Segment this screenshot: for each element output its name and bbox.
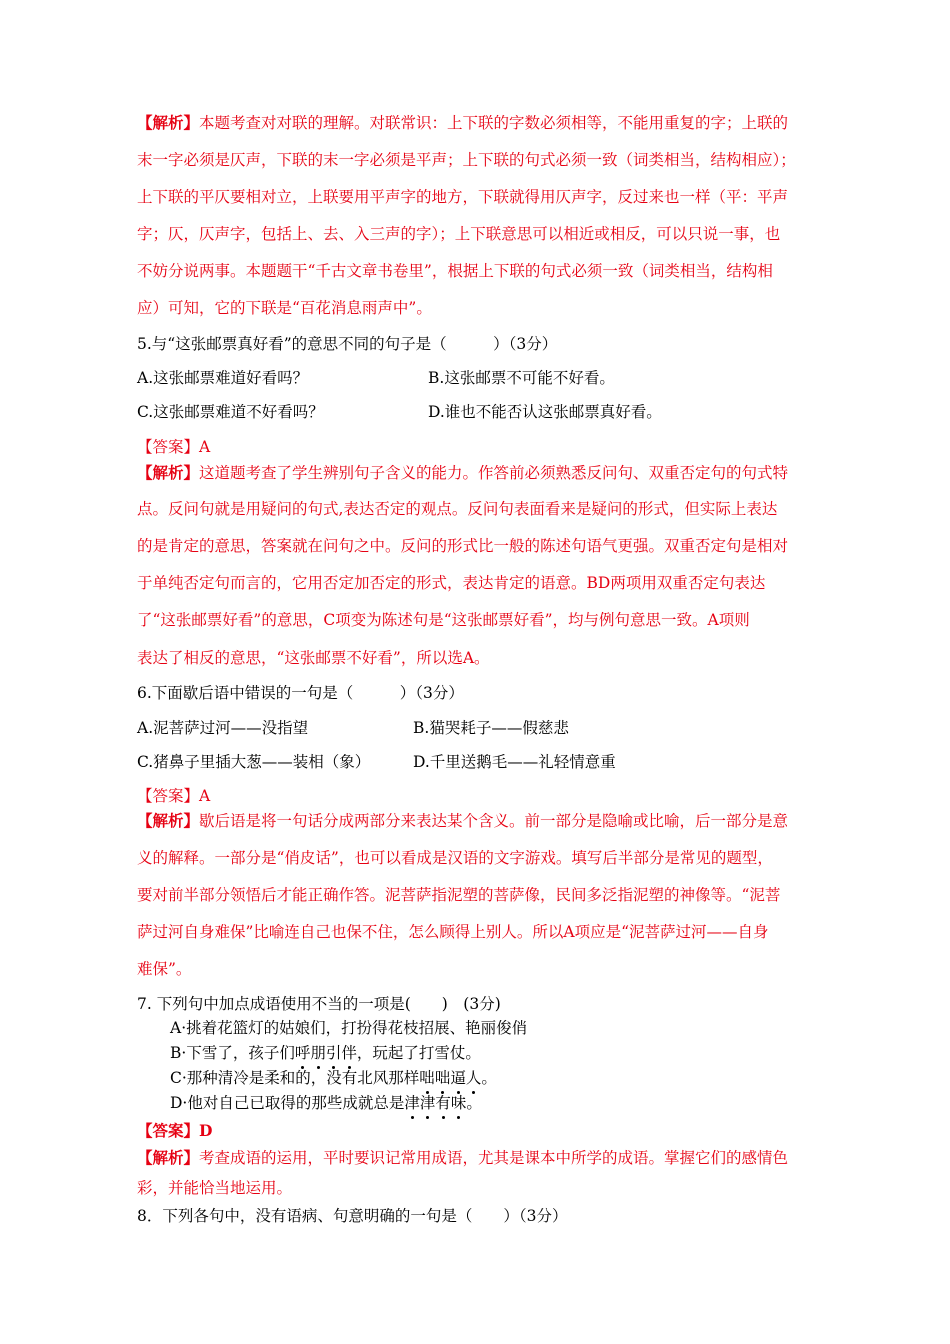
q7-option-a: A·挑着花篮灯的姑娘们，打扮得花枝招展、艳丽俊俏 — [170, 1019, 528, 1037]
emphasis-dot-char: 咄 — [419, 1069, 435, 1087]
q5-option-a: A.这张邮票难道好看吗？ — [137, 369, 309, 387]
q6-option-c: C.猪鼻子里插大葱——装相（象） — [137, 753, 371, 771]
q7-b-idiom — [295, 1044, 357, 1062]
q7-option-d: D·他对自己已取得的那些成就总是津津有味。 — [170, 1094, 482, 1112]
q5-analysis-line-1: 【解析】这道题考查了学生辨别句子含义的能力。作答前必须熟悉反问句、双重否定句的句式特 — [137, 463, 789, 482]
q5-analysis-line-6: 表达了相反的意思，“这张邮票不好看”，所以选A。 — [137, 649, 490, 667]
q6-answer: 【答案】A — [137, 787, 211, 805]
q6-analysis-line-4: 萨过河自身难保”比喻连自己也保不住，怎么顾得上别人。所以A项应是“泥菩萨过河——自身 — [137, 923, 769, 941]
q6-stem: 6.下面歇后语中错误的一句是（ ）（3分） — [137, 684, 464, 702]
q5-analysis-line-5: 了“这张邮票好看”的意思，C项变为陈述句是“这张邮票好看”，均与例句意思一致。A项则 — [137, 611, 750, 629]
q6-option-b: B.猫哭耗子——假慈悲 — [413, 719, 569, 737]
q6-analysis-line-1: 【解析】歇后语是将一句话分成两部分来表达某个含义。前一部分是隐喻或比喻，后一部分是意 — [137, 811, 789, 830]
q5-answer: 【答案】A — [137, 438, 211, 456]
emphasis-dot-char: 味 — [450, 1094, 467, 1112]
q7-c-idiom — [419, 1069, 481, 1087]
q4-analysis-line-2: 末一字必须是仄声，下联的末一字必须是平声；上下联的句式必须一致（词类相当，结构相应）； — [137, 151, 796, 169]
q5-analysis-line-4: 于单纯否定句而言的，它用否定加否定的形式，表达肯定的语意。BD两项用双重否定句表达 — [137, 574, 766, 592]
emphasis-dot-char: 有 — [435, 1094, 451, 1112]
emphasis-dot-char: 伴 — [341, 1044, 357, 1062]
q6-analysis-line-5: 难保”。 — [137, 960, 192, 978]
q7-a-idiom: 花枝招展 — [387, 1019, 450, 1037]
q5-stem: 5.与“这张邮票真好看”的意思不同的句子是（ ）（3分） — [137, 335, 558, 353]
emphasis-dot-char: 津 — [404, 1094, 420, 1112]
q5-analysis-tag: 【解析】 — [137, 463, 200, 482]
q7-analysis-line-1: 【解析】考查成语的运用，平时要识记常用成语，尤其是课本中所学的成语。掌握它们的感情色 — [137, 1148, 789, 1167]
q7-d-idiom — [404, 1094, 466, 1112]
q6-analysis-line-3: 要对前半部分领悟后才能正确作答。泥菩萨指泥塑的菩萨像，民间多泛指泥塑的神像等。“泥菩 — [137, 886, 781, 904]
q4-analysis-line-6: 应）可知，它的下联是“百花消息雨声中”。 — [137, 299, 432, 317]
emphasis-dot-char: 呼 — [294, 1044, 311, 1062]
q4-analysis-line-4: 字；仄，仄声字，包括上、去、入三声的字）；上下联意思可以相近或相反，可以只说一事，也 — [137, 225, 781, 243]
q6-analysis-line-2: 义的解释。一部分是“俏皮话”，也可以看成是汉语的文字游戏。填写后半部分是常见的题型， — [137, 849, 773, 867]
q4-analysis-line-1: 【解析】本题考查对对联的理解。对联常识：上下联的字数必须相等，不能用重复的字；上联的 — [137, 113, 789, 132]
q6-analysis-tag: 【解析】 — [137, 811, 200, 830]
emphasis-dot-char: 咄 — [434, 1069, 451, 1087]
q5-analysis-line-2: 点。反问句就是用疑问的句式,表达否定的观点。反问句表面看来是疑问的形式，但实际上表达 — [137, 500, 778, 518]
q7-answer: 【答案】D — [137, 1121, 213, 1140]
emphasis-dot-char: 逼 — [450, 1069, 466, 1087]
q7-option-b: B·下雪了，孩子们呼朋引伴，玩起了打雪仗。 — [170, 1044, 481, 1062]
q5-analysis-line-3: 的是肯定的意思，答案就在问句之中。反问的形式比一般的陈述句语气更强。双重否定句是相对 — [137, 537, 789, 555]
q8-stem: 8．下列各句中，没有语病、句意明确的一句是（ ）（3分） — [137, 1207, 568, 1225]
q7-analysis-line-2: 彩，并能恰当地运用。 — [137, 1179, 293, 1197]
q6-option-a: A.泥菩萨过河——没指望 — [137, 719, 309, 737]
q6-option-d: D.千里送鹅毛——礼轻情意重 — [413, 753, 616, 771]
emphasis-dot-char: 朋 — [310, 1044, 326, 1062]
q7-stem: 7. 下列句中加点成语使用不当的一项是( ) (3分) — [137, 995, 501, 1013]
q7-option-c: C·那种清冷是柔和的，没有北风那样咄咄逼人。 — [170, 1069, 497, 1087]
q5-option-c: C.这张邮票难道不好看吗？ — [137, 403, 324, 421]
q7-analysis-tag: 【解析】 — [137, 1148, 200, 1167]
q4-analysis-tag: 【解析】 — [137, 113, 200, 132]
q5-option-d: D.谁也不能否认这张邮票真好看。 — [428, 403, 662, 421]
q4-analysis-line-3: 上下联的平仄要相对立，上联要用平声字的地方，下联就得用仄声字，反过来也一样（平：平声 — [137, 188, 789, 206]
emphasis-dot-char: 人 — [465, 1069, 482, 1087]
q5-option-b: B.这张邮票不可能不好看。 — [428, 369, 615, 387]
emphasis-dot-char: 引 — [325, 1044, 342, 1062]
emphasis-dot-char: 津 — [419, 1094, 436, 1112]
q4-analysis-line-5: 不妨分说两事。本题题干“千古文章书卷里”，根据上下联的句式必须一致（词类相当，结构相 — [137, 262, 773, 280]
